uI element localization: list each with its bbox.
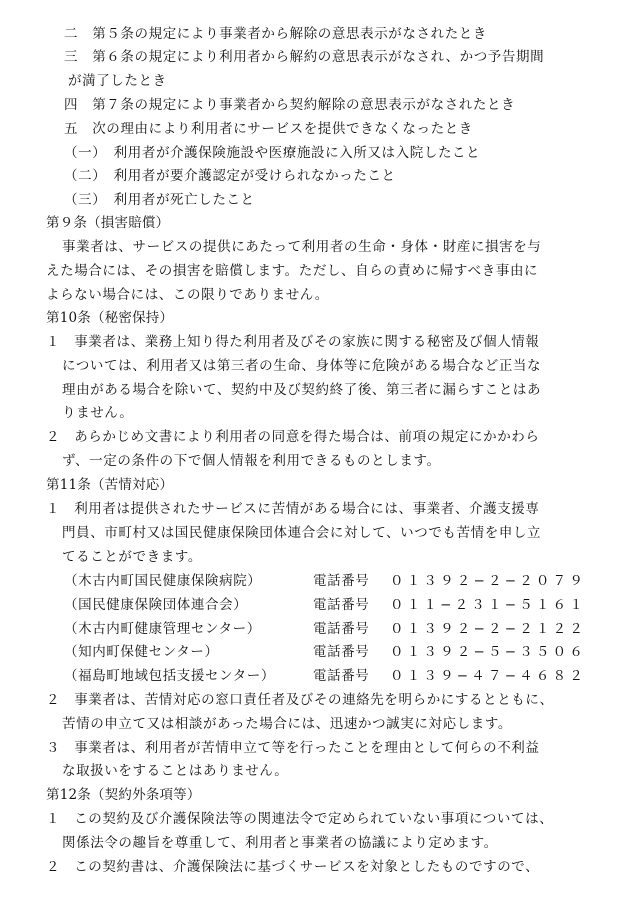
contact-phone-number: ０１１−２３１−５１６１ (390, 597, 587, 613)
contact-phone-number: ０１３９２−５−３５０６ (390, 644, 587, 660)
art10-p1-line2: については、利用者又は第三者の生命、身体等に危険がある場合など正当な (62, 358, 542, 374)
contact-name: （木古内町健康管理センター） (64, 621, 261, 637)
art8-item-2: 二 第５条の規定により事業者から解除の意思表示がなされたとき (64, 26, 487, 42)
art11-heading: 第11条（苦情対応） (46, 477, 174, 493)
contact-phone-label: 電話番号 (313, 573, 370, 589)
art11-p3-line1: ３ 事業者は、利用者が苦情申立て等を行ったことを理由として何らの不利益 (46, 740, 540, 756)
art11-p2-line1: ２ 事業者は、苦情対応の窓口責任者及びその連絡先を明らかにするとともに、 (46, 692, 554, 708)
contact-phone-label: 電話番号 (313, 621, 370, 637)
art8-item-3-line2: が満了したとき (68, 73, 167, 89)
art10-p2-line2: ず、一定の条件の下で個人情報を利用できるものとします。 (62, 453, 441, 469)
art11-p1-line2: 門員、市町村又は国民健康保険団体連合会に対して、いつでも苦情を申し立 (62, 525, 542, 541)
art8-sub-3: （三） 利用者が死亡したこと (64, 192, 255, 208)
art8-item-4: 四 第７条の規定により事業者から契約解除の意思表示がなされたとき (64, 97, 516, 113)
contact-phone-label: 電話番号 (313, 668, 370, 684)
art10-p2-line1: ２ あらかじめ文書により利用者の同意を得た場合は、前項の規定にかかわら (46, 429, 540, 445)
contact-name: （知内町保健センター） (64, 644, 219, 660)
contact-phone-number: ０１３９２−２−２１２２ (390, 621, 587, 637)
contact-name: （国民健康保険団体連合会） (64, 597, 248, 613)
art11-p2-line2: 苦情の申立て又は相談があった場合には、迅速かつ誠実に対応します。 (62, 716, 512, 732)
contact-name: （福島町地域包括支援センター） (64, 668, 275, 684)
contact-phone-label: 電話番号 (313, 597, 370, 613)
art9-line1: 事業者は、サービスの提供にあたって利用者の生命・身体・財産に損害を与 (62, 239, 542, 255)
art11-p3-line2: な取扱いをすることはありません。 (62, 763, 289, 779)
art8-sub-2: （二） 利用者が要介護認定が受けられなかったこと (64, 168, 396, 184)
art9-line2: えた場合には、その損害を賠償します。ただし、自らの責めに帰すべき事由に (46, 263, 539, 279)
art8-sub-1: （一） 利用者が介護保険施設や医療施設に入所又は入院したこと (64, 145, 481, 161)
art12-p2-line1: ２ この契約書は、介護保険法に基づくサービスを対象としたものですので、 (46, 859, 540, 875)
contact-name: （木古内町国民健康保険病院） (64, 573, 262, 589)
art11-p1-line1: １ 利用者は提供されたサービスに苦情がある場合には、事業者、介護支援専 (46, 501, 540, 517)
art10-heading: 第10条（秘密保持） (46, 310, 174, 326)
art8-item-5: 五 次の理由により利用者にサービスを提供できなくなったとき (64, 121, 473, 137)
art8-item-3-line1: 三 第６条の規定により利用者から解約の意思表示がなされ、かつ予告期間 (64, 49, 545, 65)
art9-heading: 第９条（損害賠償） (46, 215, 170, 231)
contact-phone-number: ０１３９−４７−４６８２ (390, 668, 587, 684)
art11-p1-line3: てることができます。 (62, 549, 202, 565)
contact-phone-number: ０１３９２−２−２０７９ (390, 573, 587, 589)
art12-heading: 第12条（契約外条項等） (46, 787, 201, 803)
art10-p1-line3: 理由がある場合を除いて、契約中及び契約終了後、第三者に漏らすことはあ (62, 382, 542, 398)
contact-phone-label: 電話番号 (313, 644, 370, 660)
art10-p1-line1: １ 事業者は、業務上知り得た利用者及びその家族に関する秘密及び個人情報 (46, 334, 540, 350)
art12-p1-line1: １ この契約及び介護保険法等の関連法令で定められていない事項については、 (46, 811, 554, 827)
art10-p1-line4: りません。 (62, 405, 134, 421)
art12-p1-line2: 関係法令の趣旨を尊重して、利用者と事業者の協議により定めます。 (62, 835, 498, 851)
art9-line3: よらない場合には、この限りでありません。 (46, 287, 329, 303)
